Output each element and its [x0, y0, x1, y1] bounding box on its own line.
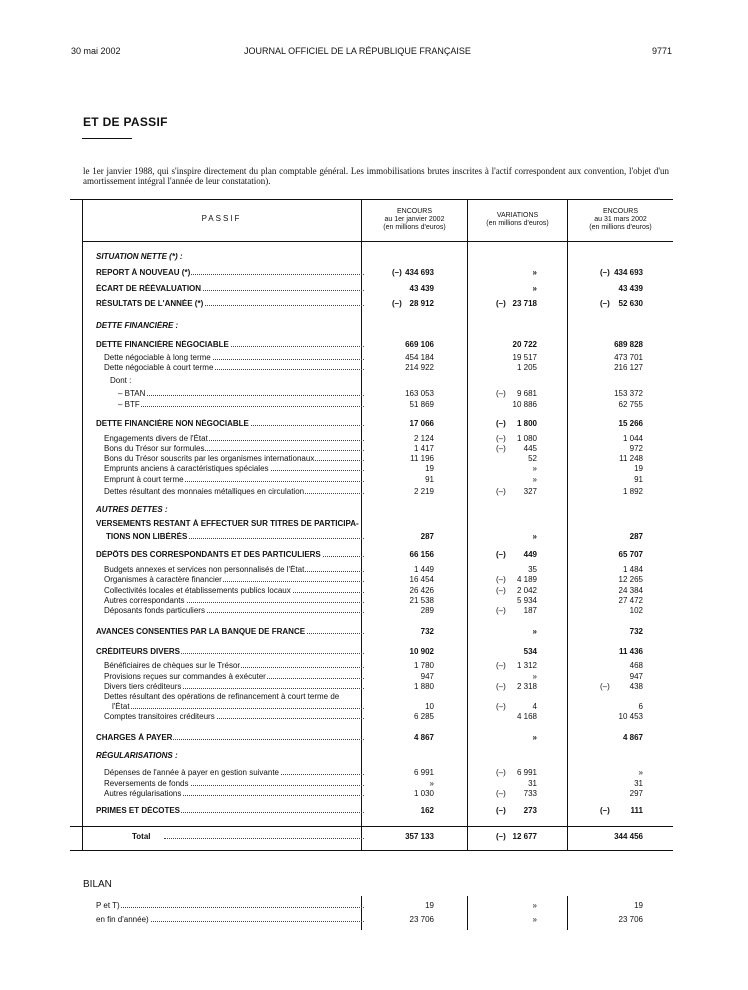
sign-marker: (–): [600, 682, 610, 691]
table-label: Déposants fonds particuliers: [104, 606, 205, 615]
value-cell: 17 066: [409, 419, 434, 428]
value-cell: 534: [523, 647, 537, 656]
table-label: DÉPÔTS DES CORRESPONDANTS ET DES PARTICULIERS: [96, 550, 321, 559]
table-row: [82, 444, 668, 453]
table-row: [82, 321, 668, 330]
table-label: CHARGES À PAYER: [96, 733, 173, 742]
col-header-encours-jan: ENCOURS au 1er janvier 2002 (en millions d'euros): [383, 208, 446, 231]
value-cell: 15 266: [618, 419, 643, 428]
header-page-number: 9771: [652, 46, 673, 56]
table-label: Divers tiers créditeurs: [104, 682, 182, 691]
table-row: [82, 627, 668, 636]
value-cell: 4 189: [516, 575, 537, 584]
value-cell: 468: [629, 661, 643, 670]
table-row: [82, 672, 668, 681]
table-row: [82, 575, 668, 584]
sign-marker: (–): [496, 487, 506, 496]
value-cell: 5 934: [516, 596, 537, 605]
table-row: [82, 353, 668, 362]
header-journal-title: JOURNAL OFFICIEL DE LA RÉPUBLIQUE FRANÇAISE: [244, 46, 471, 56]
sign-marker: (–): [496, 682, 506, 691]
sign-marker: (–): [496, 575, 506, 584]
value-cell: 27 472: [618, 596, 643, 605]
value-cell: 102: [629, 606, 643, 615]
value-cell: 9 681: [516, 389, 537, 398]
value-cell: 1 800: [516, 419, 537, 428]
table-label: TIONS NON LIBÉRÉS: [106, 532, 188, 541]
table-row: [82, 596, 668, 605]
table-row: [82, 532, 668, 541]
sign-marker: (–): [600, 268, 610, 277]
value-cell: 4 867: [413, 733, 434, 742]
value-cell: 297: [629, 789, 643, 798]
value-cell: 23 706: [618, 915, 643, 924]
value-cell: 216 127: [614, 363, 643, 372]
sign-marker: (–): [392, 268, 402, 277]
value-cell: »: [532, 915, 537, 924]
table-row: [82, 682, 668, 691]
value-cell: 19: [425, 464, 434, 473]
table-label: Organismes à caractère financier: [104, 575, 222, 584]
value-cell: 66 156: [409, 550, 434, 559]
value-cell: 51 869: [409, 400, 434, 409]
table-label: RÉGULARISATIONS :: [96, 751, 178, 760]
value-cell: 52 630: [618, 299, 643, 308]
sign-marker: (–): [496, 702, 506, 711]
table-label: Reversements de fonds: [104, 779, 189, 788]
value-cell: 434 693: [405, 268, 434, 277]
value-cell: 10 886: [512, 400, 537, 409]
table-label: Total: [132, 832, 151, 841]
sign-marker: (–): [496, 389, 506, 398]
table-row: [82, 768, 668, 777]
table-row: [82, 363, 668, 372]
value-cell: 111: [630, 806, 643, 815]
title-rule: [82, 138, 132, 139]
sign-marker: (–): [496, 299, 506, 308]
value-cell: 20 722: [512, 340, 537, 349]
sign-marker: (–): [496, 789, 506, 798]
table-label: AVANCES CONSENTIES PAR LA BANQUE DE FRANCE: [96, 627, 306, 636]
table-label: RÉSULTATS DE L'ANNÉE (*): [96, 299, 204, 308]
sign-marker: (–): [496, 434, 506, 443]
bilan-label: P et T): [96, 901, 120, 910]
table-label: Provisions reçues sur commandes à exécuter: [104, 672, 266, 681]
value-cell: 732: [629, 627, 643, 636]
sign-marker: (–): [600, 299, 610, 308]
value-cell: 1 312: [516, 661, 537, 670]
table-row: [82, 464, 668, 473]
value-cell: 12 265: [618, 575, 643, 584]
table-label: Emprunts anciens à caractéristiques spéciales: [104, 464, 269, 473]
table-row: [82, 487, 668, 496]
value-cell: 357 133: [405, 832, 434, 841]
table-label: Dont :: [110, 376, 132, 385]
table-label: SITUATION NETTE (*) :: [96, 252, 183, 261]
table-label: Dettes résultant des opérations de refinancement à court terme de: [104, 692, 340, 701]
value-cell: »: [532, 733, 537, 742]
table-row: [82, 400, 668, 409]
table-row: [82, 505, 668, 514]
table-row: [82, 712, 668, 721]
value-cell: 947: [629, 672, 643, 681]
value-cell: 454 184: [405, 353, 434, 362]
value-cell: 10: [425, 702, 434, 711]
value-cell: 1 205: [516, 363, 537, 372]
value-cell: 23 718: [512, 299, 537, 308]
value-cell: 6 991: [413, 768, 434, 777]
value-cell: »: [532, 268, 537, 277]
col-header-passif: PASSIF: [201, 214, 242, 223]
sign-marker: (–): [496, 806, 506, 815]
table-row: [82, 550, 668, 559]
bilan-label: en fin d'année): [96, 915, 149, 924]
value-cell: 65 707: [618, 550, 643, 559]
table-row: [82, 779, 668, 788]
value-cell: 24 384: [618, 586, 643, 595]
table-top-rule: [70, 199, 673, 200]
value-cell: 16 454: [409, 575, 434, 584]
sign-marker: (–): [496, 768, 506, 777]
value-cell: »: [532, 627, 537, 636]
col-header-encours-mar: ENCOURS au 31 mars 2002 (en millions d'euros): [589, 208, 652, 231]
value-cell: 35: [528, 565, 537, 574]
table-row: [82, 268, 668, 277]
table-row: [82, 606, 668, 615]
table-label: DETTE FINANCIÈRE :: [96, 321, 179, 330]
value-cell: 1 892: [622, 487, 643, 496]
value-cell: 31: [634, 779, 643, 788]
table-label: Dette négociable à court terme: [104, 363, 214, 372]
table-label: AUTRES DETTES :: [96, 505, 168, 514]
intro-paragraph: le 1er janvier 1988, qui s'inspire directement du plan comptable général. Les immobilisations brutes inscrites à l'actif correspondent aux convention, l'objet d'un amortissement intégral l'année de leur constatation).: [83, 166, 669, 186]
value-cell: 6 991: [516, 768, 537, 777]
value-cell: 19 517: [512, 353, 537, 362]
value-cell: 11 196: [410, 454, 434, 463]
value-cell: 11 436: [618, 647, 643, 656]
sign-marker: (–): [496, 606, 506, 615]
value-cell: 1 417: [413, 444, 434, 453]
dot-leader: [120, 395, 364, 396]
value-cell: 449: [523, 550, 537, 559]
table-row: [82, 252, 668, 261]
table-label: Budgets annexes et services non personnalisés de l'État: [104, 565, 305, 574]
value-cell: 19: [634, 464, 643, 473]
sign-marker: (–): [496, 550, 506, 559]
table-label: Autres correspondants: [104, 596, 185, 605]
table-row: [82, 586, 668, 595]
table-row: [82, 519, 668, 528]
sign-marker: (–): [496, 444, 506, 453]
header-date: 30 mai 2002: [71, 46, 121, 56]
table-label: Autres régularisations: [104, 789, 182, 798]
value-cell: 12 677: [512, 832, 537, 841]
value-cell: 10 902: [409, 647, 434, 656]
value-cell: »: [532, 672, 537, 681]
value-cell: 473 701: [614, 353, 643, 362]
value-cell: 438: [629, 682, 643, 691]
table-label: DETTE FINANCIÈRE NON NÉGOCIABLE: [96, 419, 249, 428]
table-label: – BTAN: [118, 389, 146, 398]
sign-marker: (–): [600, 806, 610, 815]
value-cell: 19: [634, 901, 643, 910]
value-cell: 31: [528, 779, 537, 788]
table-row: [82, 647, 668, 656]
value-cell: 1 080: [516, 434, 537, 443]
value-cell: 1 030: [413, 789, 434, 798]
value-cell: 6 285: [413, 712, 434, 721]
value-cell: 1 449: [413, 565, 434, 574]
table-row: [82, 340, 668, 349]
table-row: [82, 454, 668, 463]
dot-leader: [98, 907, 364, 908]
value-cell: 153 372: [614, 389, 643, 398]
value-cell: 1 044: [622, 434, 643, 443]
value-cell: 327: [523, 487, 537, 496]
value-cell: 163 053: [405, 389, 434, 398]
value-cell: 2 219: [413, 487, 434, 496]
value-cell: »: [532, 475, 537, 484]
value-cell: 4 168: [516, 712, 537, 721]
value-cell: 689 828: [614, 340, 643, 349]
value-cell: 445: [523, 444, 537, 453]
value-cell: 2 124: [413, 434, 434, 443]
table-label: Engagements divers de l'État: [104, 434, 208, 443]
value-cell: »: [532, 532, 537, 541]
table-label: ÉCART DE RÉÉVALUATION: [96, 284, 202, 293]
value-cell: 972: [629, 444, 643, 453]
value-cell: 28 912: [409, 299, 434, 308]
table-row: [82, 284, 668, 293]
table-label: l'État: [112, 702, 130, 711]
value-cell: 289: [420, 606, 434, 615]
sign-marker: (–): [496, 832, 506, 841]
value-cell: 11 248: [619, 454, 643, 463]
sign-marker: (–): [392, 299, 402, 308]
bilan-title: BILAN: [83, 879, 112, 890]
value-cell: 91: [425, 475, 434, 484]
value-cell: 273: [523, 806, 537, 815]
table-row: [82, 702, 668, 711]
value-cell: 732: [420, 627, 434, 636]
table-row: [82, 299, 668, 308]
value-cell: 19: [425, 901, 434, 910]
table-row: [82, 789, 668, 798]
value-cell: 1 780: [413, 661, 434, 670]
value-cell: 6: [638, 702, 643, 711]
table-row: [82, 565, 668, 574]
value-cell: 2 318: [516, 682, 537, 691]
table-label: DETTE FINANCIÈRE NÉGOCIABLE: [96, 340, 229, 349]
table-row: [82, 475, 668, 484]
value-cell: 434 693: [614, 268, 643, 277]
value-cell: 947: [420, 672, 434, 681]
table-row: [82, 389, 668, 398]
value-cell: 43 439: [409, 284, 434, 293]
value-cell: 287: [420, 532, 434, 541]
value-cell: 2 042: [516, 586, 537, 595]
table-label: Dettes résultant des monnaies métalliques en circulation: [104, 487, 305, 496]
value-cell: 4: [532, 702, 537, 711]
dot-leader: [114, 708, 364, 709]
value-cell: 669 106: [405, 340, 434, 349]
value-cell: 162: [420, 806, 434, 815]
value-cell: 21 538: [409, 596, 434, 605]
table-label: REPORT À NOUVEAU (*): [96, 268, 191, 277]
value-cell: »: [532, 284, 537, 293]
value-cell: »: [532, 901, 537, 910]
value-cell: 733: [523, 789, 537, 798]
value-cell: 26 426: [409, 586, 434, 595]
value-cell: 91: [634, 475, 643, 484]
table-label: Bons du Trésor sur formules: [104, 444, 205, 453]
value-cell: 1 880: [413, 682, 434, 691]
table-row: [82, 376, 668, 385]
value-cell: 52: [528, 454, 537, 463]
value-cell: 10 453: [618, 712, 643, 721]
bilan-row: [82, 901, 668, 910]
value-cell: 287: [629, 532, 643, 541]
table-label: Dette négociable à long terme: [104, 353, 211, 362]
table-row: [82, 832, 668, 841]
table-row: [82, 434, 668, 443]
table-row: [82, 692, 668, 701]
table-row: [82, 806, 668, 815]
value-cell: »: [638, 768, 643, 777]
table-label: CRÉDITEURS DIVERS: [96, 647, 181, 656]
dot-leader: [164, 838, 364, 839]
table-row: [82, 419, 668, 428]
value-cell: 23 706: [409, 915, 434, 924]
table-row: [82, 751, 668, 760]
value-cell: 62 755: [618, 400, 643, 409]
table-label: Collectivités locales et établissements publics locaux: [104, 586, 291, 595]
col-header-variations: VARIATIONS (en millions d'euros): [486, 212, 549, 227]
value-cell: 1 484: [622, 565, 643, 574]
table-label: Bénéficiaires de chèques sur le Trésor: [104, 661, 241, 670]
sign-marker: (–): [496, 586, 506, 595]
table-label: – BTF: [118, 400, 140, 409]
sign-marker: (–): [496, 661, 506, 670]
value-cell: 43 439: [618, 284, 643, 293]
dot-leader: [120, 406, 364, 407]
table-label: Emprunt à court terme: [104, 475, 184, 484]
sign-marker: (–): [496, 419, 506, 428]
value-cell: »: [532, 464, 537, 473]
table-label: PRIMES ET DÉCOTES: [96, 806, 181, 815]
table-label: Comptes transitoires créditeurs: [104, 712, 215, 721]
value-cell: 187: [523, 606, 537, 615]
section-title: ET DE PASSIF: [83, 115, 168, 129]
value-cell: 214 922: [405, 363, 434, 372]
table-label: Bons du Trésor souscrits par les organismes internationaux: [104, 454, 315, 463]
table-label: Dépenses de l'année à payer en gestion suivante: [104, 768, 279, 777]
bilan-row: [82, 915, 668, 924]
table-label: VERSEMENTS RESTANT À EFFECTUER SUR TITRES DE PARTICIPA-: [96, 519, 359, 528]
value-cell: 344 456: [614, 832, 643, 841]
table-row: [82, 661, 668, 670]
value-cell: 4 867: [622, 733, 643, 742]
table-row: [82, 733, 668, 742]
value-cell: »: [429, 779, 434, 788]
